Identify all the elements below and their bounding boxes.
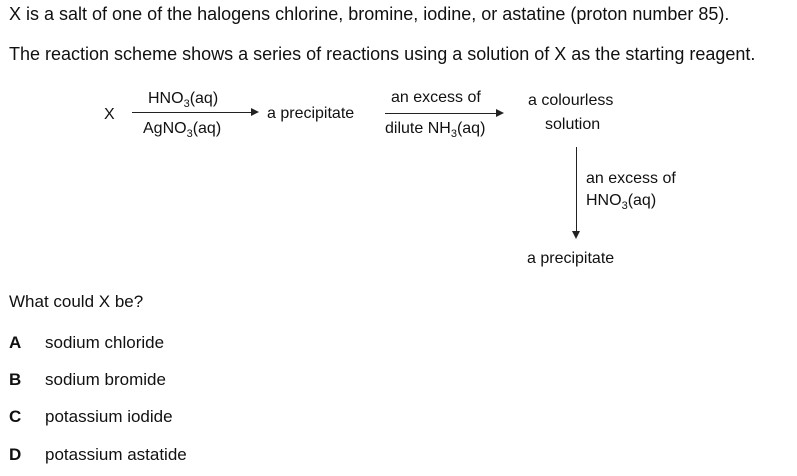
option-letter: C — [9, 407, 22, 426]
question-prompt: What could X be? — [9, 292, 144, 311]
step3-reagent-top: an excess of — [586, 170, 676, 187]
option-letter: D — [9, 445, 22, 464]
step3-reagent-bottom: $HNO_3(aq)$ — [586, 192, 657, 212]
step3-arrow — [576, 147, 577, 232]
step1-arrow-head — [251, 108, 259, 116]
product2-line1: a colourless — [528, 92, 614, 109]
product3-precipitate: a precipitate — [527, 250, 615, 267]
scheme-start-x: X — [104, 106, 115, 123]
step1-reagent-top: $HNO_3(aq)$ — [148, 90, 219, 110]
option-text: potassium astatide — [45, 445, 187, 464]
step3-arrow-head — [572, 231, 580, 239]
option-text: potassium iodide — [45, 407, 173, 426]
question-intro: X is a salt of one of the halogens chlorine, bromine, iodine, or astatine (proton number 85). — [9, 4, 730, 24]
step2-reagent-top: an excess of — [391, 89, 481, 106]
option-letter: A — [9, 333, 22, 352]
product1-precipitate: a precipitate — [267, 105, 355, 122]
option-letter: B — [9, 370, 22, 389]
option-text: sodium chloride — [45, 333, 165, 352]
option-text: sodium bromide — [45, 370, 166, 389]
step2-arrow-head — [496, 109, 504, 117]
step2-arrow — [385, 113, 497, 114]
step2-reagent-bottom: dilute $NH_3(aq)$ — [385, 120, 486, 140]
product2-line2: solution — [545, 116, 601, 133]
step1-arrow — [132, 112, 252, 113]
scheme-intro: The reaction scheme shows a series of reactions using a solution of X as the starting reagent. — [9, 44, 756, 64]
step1-reagent-bottom: AgNO$_3$(aq) — [143, 120, 222, 140]
